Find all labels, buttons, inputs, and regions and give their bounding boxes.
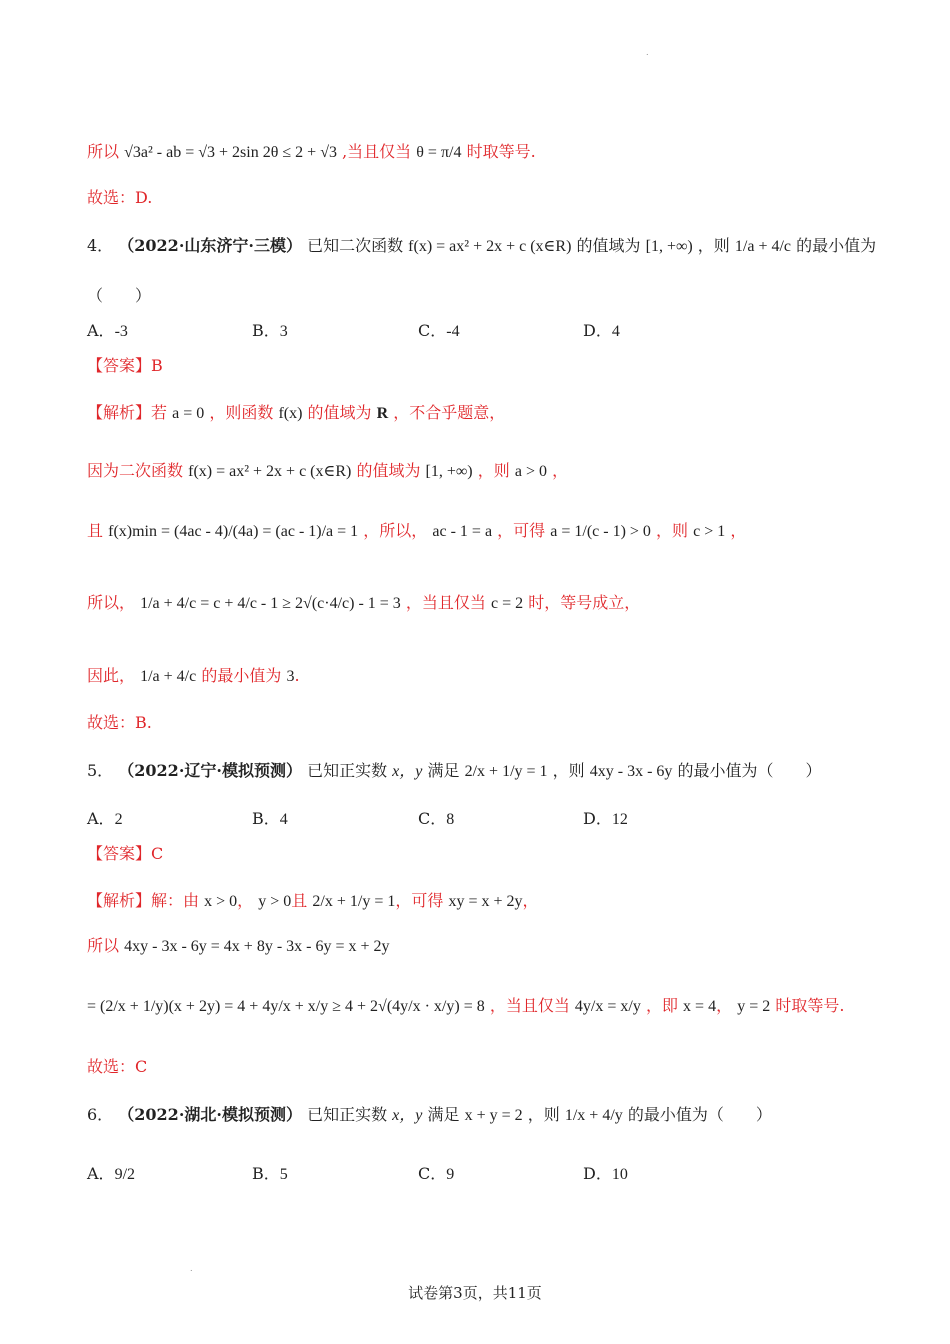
text: 的最小值为 xyxy=(796,236,877,255)
text: ， xyxy=(716,996,733,1015)
math-condition: a = 0 xyxy=(172,405,205,422)
question-6-stem xyxy=(87,1104,772,1127)
math-function: f(x) = ax² + 2x + c (x∈R) xyxy=(188,463,352,480)
math-equation: ac - 1 = a xyxy=(432,523,493,540)
option-label: A． xyxy=(87,1164,115,1183)
text: 已知二次函数 xyxy=(307,236,404,255)
text: 的最小值为 xyxy=(201,666,282,685)
text: ， xyxy=(237,891,254,910)
analysis-step-4 xyxy=(87,592,640,615)
math-condition: 4y/x = x/y xyxy=(574,998,641,1015)
text: ，则 xyxy=(656,521,689,540)
option-b xyxy=(252,1163,288,1186)
option-b xyxy=(252,320,288,343)
text: ，则 xyxy=(552,761,585,780)
answer-line xyxy=(87,843,163,865)
option-d xyxy=(583,320,620,343)
option-value: 12 xyxy=(611,811,628,828)
choice-line: 故选：D. xyxy=(87,188,153,207)
option-value: 4 xyxy=(279,811,288,828)
question-number: 6． xyxy=(87,1105,114,1124)
option-d xyxy=(583,1163,628,1186)
text: 的值域为 xyxy=(576,236,641,255)
answer-paren: （ ） xyxy=(87,286,152,305)
analysis-step-2 xyxy=(87,935,390,958)
text: 的值域为 xyxy=(356,461,421,480)
text: 因此， xyxy=(87,666,136,685)
question-source: （2022·山东济宁·三模） xyxy=(118,236,302,255)
answer-label: 【答案】 xyxy=(87,844,152,863)
analysis-step-2 xyxy=(87,460,568,483)
question-source: （2022·湖北·模拟预测） xyxy=(118,1105,302,1124)
math-expression: 1/a + 4/c xyxy=(140,668,197,685)
math-condition: a > 0 xyxy=(514,463,547,480)
option-value: 9/2 xyxy=(114,1166,136,1183)
option-label: B． xyxy=(252,1164,280,1183)
analysis-step-5 xyxy=(87,665,300,688)
text: 已知正实数 xyxy=(307,761,388,780)
answer-value: B xyxy=(151,356,163,375)
text: ， xyxy=(552,461,569,480)
text: ，即 xyxy=(645,996,678,1015)
math-value: x = 4 xyxy=(683,998,717,1015)
option-d xyxy=(583,808,628,831)
text: 时取等号. xyxy=(466,142,536,161)
option-a xyxy=(87,1163,135,1186)
option-value: 10 xyxy=(611,1166,628,1183)
math-expression: √3a² - ab = √3 + 2sin 2θ ≤ 2 + √3 xyxy=(124,144,337,161)
question-5-stem xyxy=(87,760,822,783)
answer-line xyxy=(87,355,163,377)
option-label: A． xyxy=(87,321,115,340)
math-condition: 2/x + 1/y = 1 xyxy=(312,893,396,910)
math-variables: x，y xyxy=(392,763,423,780)
option-label: C． xyxy=(418,809,447,828)
text: 已知正实数 xyxy=(307,1105,388,1124)
text: 解：由 xyxy=(151,891,200,910)
page-footer: 试卷第3页，共11页 xyxy=(408,1284,542,1302)
text: ，可得 xyxy=(497,521,546,540)
math-condition: x > 0 xyxy=(204,893,238,910)
math-equation: xy = x + 2y xyxy=(448,893,523,910)
math-function: f(x) = ax² + 2x + c (x∈R) xyxy=(408,238,572,255)
analysis-label: 【解析】 xyxy=(87,891,152,910)
math-value: y = 2 xyxy=(737,998,771,1015)
option-label: C． xyxy=(418,321,447,340)
text: 的最小值为（ ） xyxy=(627,1105,772,1124)
text: ，则函数 xyxy=(209,403,274,422)
text: 满足 xyxy=(427,1105,460,1124)
math-condition: 2/x + 1/y = 1 xyxy=(464,763,548,780)
text: ，可得 xyxy=(395,891,444,910)
text: 时，等号成立， xyxy=(528,593,641,612)
math-expression: 4xy - 3x - 6y xyxy=(589,763,673,780)
option-c xyxy=(418,320,460,343)
text: . xyxy=(294,666,300,685)
math-condition: y > 0 xyxy=(258,893,292,910)
text: 且 xyxy=(87,521,104,540)
text: ，则 xyxy=(527,1105,560,1124)
answer-value: C xyxy=(151,844,164,863)
math-expression: 4xy - 3x - 6y = 4x + 8y - 3x - 6y = x + 2y xyxy=(124,938,390,955)
text: ，所以， xyxy=(363,521,428,540)
page-mark: . xyxy=(190,1264,193,1273)
option-c xyxy=(418,1163,454,1186)
text: ，则 xyxy=(697,236,730,255)
text: ，则 xyxy=(477,461,510,480)
option-value: 5 xyxy=(279,1166,288,1183)
option-label: D． xyxy=(583,321,612,340)
analysis-step-3 xyxy=(87,520,746,543)
math-condition: x + y = 2 xyxy=(464,1107,523,1124)
option-value: 2 xyxy=(114,811,123,828)
math-range: [1, +∞) xyxy=(425,463,473,480)
text: 时取等号. xyxy=(775,996,845,1015)
analysis-step-1 xyxy=(87,402,505,425)
text: 且 xyxy=(291,891,308,910)
answer-label: 【答案】 xyxy=(87,356,152,375)
analysis-step-1 xyxy=(87,890,539,913)
text: 所以 xyxy=(87,142,120,161)
text: ，当且仅当 xyxy=(489,996,570,1015)
option-value: 8 xyxy=(446,811,455,828)
option-a xyxy=(87,808,123,831)
choice-line: 故选：B. xyxy=(87,713,152,732)
tail-line xyxy=(87,141,536,164)
analysis-step-3 xyxy=(87,995,844,1018)
text: 满足 xyxy=(427,761,460,780)
option-a xyxy=(87,320,128,343)
text: ，当且仅当 xyxy=(405,593,486,612)
math-value: 3 xyxy=(286,668,295,685)
option-value: 4 xyxy=(611,323,620,340)
option-label: A． xyxy=(87,809,115,828)
option-value: -4 xyxy=(446,323,460,340)
text: 因为二次函数 xyxy=(87,461,184,480)
text: ， xyxy=(522,891,539,910)
option-value: 3 xyxy=(279,323,288,340)
text: 的值域为 xyxy=(307,403,372,422)
option-label: C． xyxy=(418,1164,447,1183)
math-variables: x，y xyxy=(392,1107,423,1124)
option-label: D． xyxy=(583,1164,612,1183)
math-expression: 1/a + 4/c xyxy=(734,238,792,255)
text: 所以， xyxy=(87,593,136,612)
math-condition: c > 1 xyxy=(693,523,726,540)
question-number: 4． xyxy=(87,236,114,255)
math-expression: f(x)min = (4ac - 4)/(4a) = (ac - 1)/a = 1 xyxy=(108,523,359,540)
math-expression: = (2/x + 1/y)(x + 2y) = 4 + 4y/x + x/y ≥ 4 + 2√(4y/x · x/y) = 8 xyxy=(87,998,485,1015)
analysis-label: 【解析】 xyxy=(87,403,152,422)
choice-line: 故选：C xyxy=(87,1057,148,1076)
text: 若 xyxy=(151,403,168,422)
text: 所以 xyxy=(87,936,120,955)
option-label: D． xyxy=(583,809,612,828)
math-range: [1, +∞) xyxy=(645,238,693,255)
option-c xyxy=(418,808,454,831)
math-set: R xyxy=(376,405,389,422)
option-b xyxy=(252,808,288,831)
text: ， xyxy=(730,521,747,540)
question-source: （2022·辽宁·模拟预测） xyxy=(118,761,302,780)
math-expression: a = 1/(c - 1) > 0 xyxy=(550,523,651,540)
page-mark: . xyxy=(646,48,649,57)
math-function: f(x) xyxy=(278,405,303,422)
question-4-stem xyxy=(87,235,876,258)
question-number: 5． xyxy=(87,761,114,780)
option-value: -3 xyxy=(114,323,128,340)
math-condition: c = 2 xyxy=(491,595,524,612)
text: ，不合乎题意， xyxy=(393,403,506,422)
option-label: B． xyxy=(252,809,280,828)
option-value: 9 xyxy=(446,1166,455,1183)
math-expression: 1/x + 4/y xyxy=(564,1107,623,1124)
text: 的最小值为（ ） xyxy=(677,761,822,780)
math-expression: 1/a + 4/c = c + 4/c - 1 ≥ 2√(c·4/c) - 1 = 3 xyxy=(140,595,401,612)
text: ,当且仅当 xyxy=(342,142,412,161)
math-condition: θ = π/4 xyxy=(416,144,462,161)
option-label: B． xyxy=(252,321,280,340)
